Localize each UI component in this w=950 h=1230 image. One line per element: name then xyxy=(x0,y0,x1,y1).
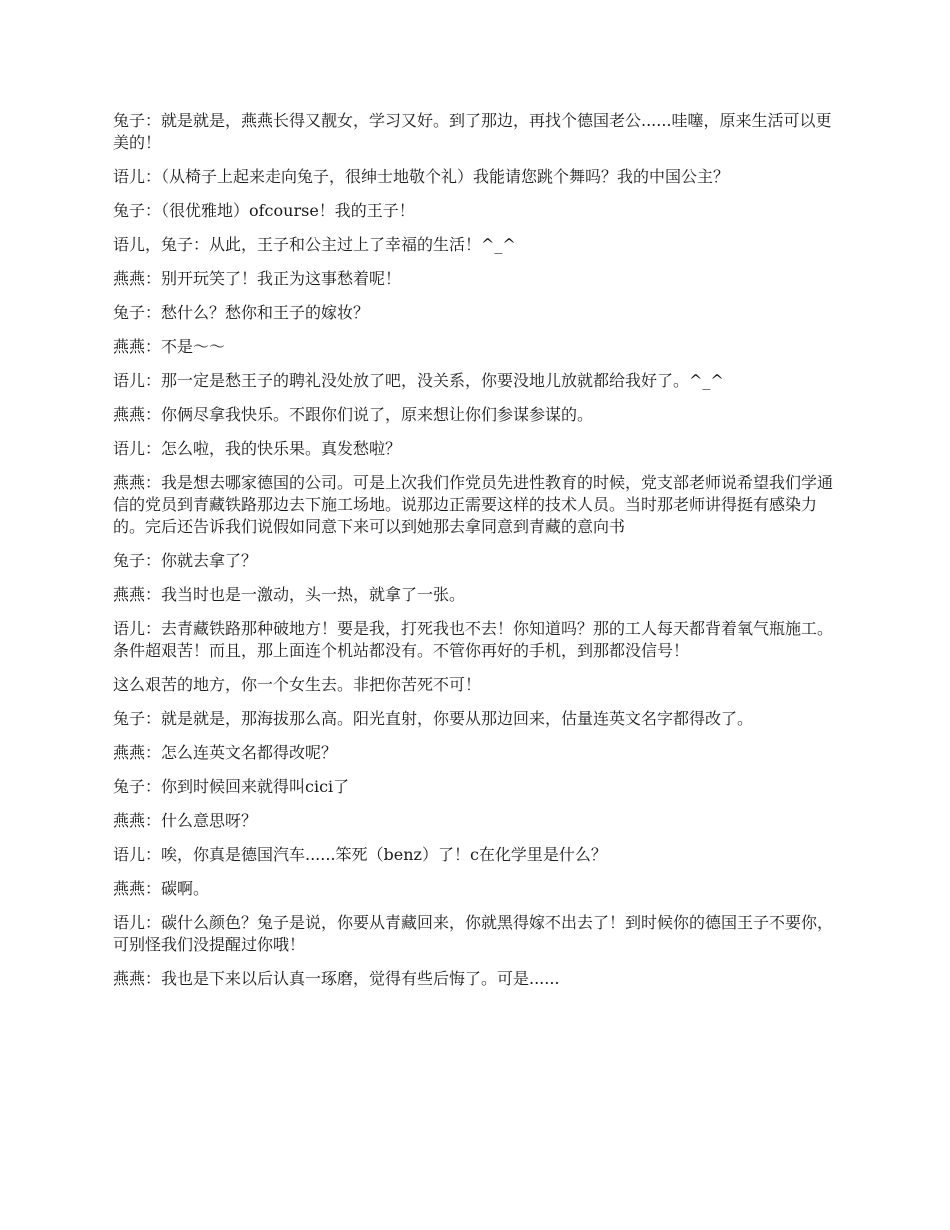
dialogue-paragraph: 语儿：那一定是愁王子的聘礼没处放了吧，没关系，你要没地儿放就都给我好了。^_^ xyxy=(113,371,724,390)
dialogue-paragraph: 语儿：碳什么颜色？兔子是说，你要从青藏回来，你就黑得嫁不出去了！到时候你的德国王子不要你，可别怪我们没提醒过你哦！ xyxy=(113,913,834,954)
document-body xyxy=(113,110,843,1002)
dialogue-paragraph: 语儿：去青藏铁路那种破地方！要是我，打死我也不去！你知道吗？那的工人每天都背着氧气瓶施工。条件超艰苦！而且，那上面连个机站都没有。不管你再好的手机，到那都没信号！ xyxy=(113,619,834,660)
dialogue-paragraph: 语儿：（从椅子上起来走向兔子，很绅士地敬个礼）我能请您跳个舞吗？我的中国公主？ xyxy=(113,167,730,186)
dialogue-paragraph: 兔子：你就去拿了？ xyxy=(113,551,258,570)
dialogue-paragraph: 燕燕：我是想去哪家德国的公司。可是上次我们作党员先进性教育的时候，党支部老师说希望我们学通信的党员到青藏铁路那边去下施工场地。说那边正需要这样的技术人员。当时那老师讲得挺有感染力的。完后还告诉我们说假如同意下来可以到她那去拿同意到青藏的意向书 xyxy=(113,473,834,536)
dialogue-paragraph: 燕燕：我也是下来以后认真一琢磨，觉得有些后悔了。可是...... xyxy=(113,969,560,988)
dialogue-paragraph: 语儿：唉，你真是德国汽车......笨死（benz）了！c在化学里是什么？ xyxy=(113,845,607,864)
dialogue-paragraph: 兔子：愁什么？愁你和王子的嫁妆？ xyxy=(113,303,370,322)
dialogue-paragraph: 兔子：就是就是，那海拔那么高。阳光直射，你要从那边回来，估量连英文名字都得改了。 xyxy=(113,709,754,728)
dialogue-paragraph: 燕燕：我当时也是一激动，头一热，就拿了一张。 xyxy=(113,585,466,604)
dialogue-paragraph: 兔子：你到时候回来就得叫cici了 xyxy=(113,777,350,796)
dialogue-paragraph: 语儿，兔子：从此，王子和公主过上了幸福的生活！^_^ xyxy=(113,235,516,254)
dialogue-paragraph: 燕燕：别开玩笑了！我正为这事愁着呢！ xyxy=(113,269,402,288)
dialogue-paragraph: 燕燕：不是～～ xyxy=(113,337,226,356)
dialogue-paragraph: 燕燕：什么意思呀？ xyxy=(113,811,258,830)
dialogue-paragraph: 语儿：怎么啦，我的快乐果。真发愁啦？ xyxy=(113,439,402,458)
dialogue-paragraph: 燕燕：怎么连英文名都得改呢？ xyxy=(113,743,338,762)
dialogue-paragraph: 燕燕：碳啊。 xyxy=(113,879,210,898)
dialogue-paragraph: 这么艰苦的地方，你一个女生去。非把你苦死不可！ xyxy=(113,675,482,694)
dialogue-paragraph: 兔子：就是就是，燕燕长得又靓女，学习又好。到了那边，再找个德国老公......哇噻，原来生活可以更美的！ xyxy=(113,111,832,152)
dialogue-paragraph: 燕燕：你俩尽拿我快乐。不跟你们说了，原来想让你们参谋参谋的。 xyxy=(113,405,594,424)
dialogue-paragraph: 兔子：（很优雅地）ofcourse！我的王子！ xyxy=(113,201,415,220)
